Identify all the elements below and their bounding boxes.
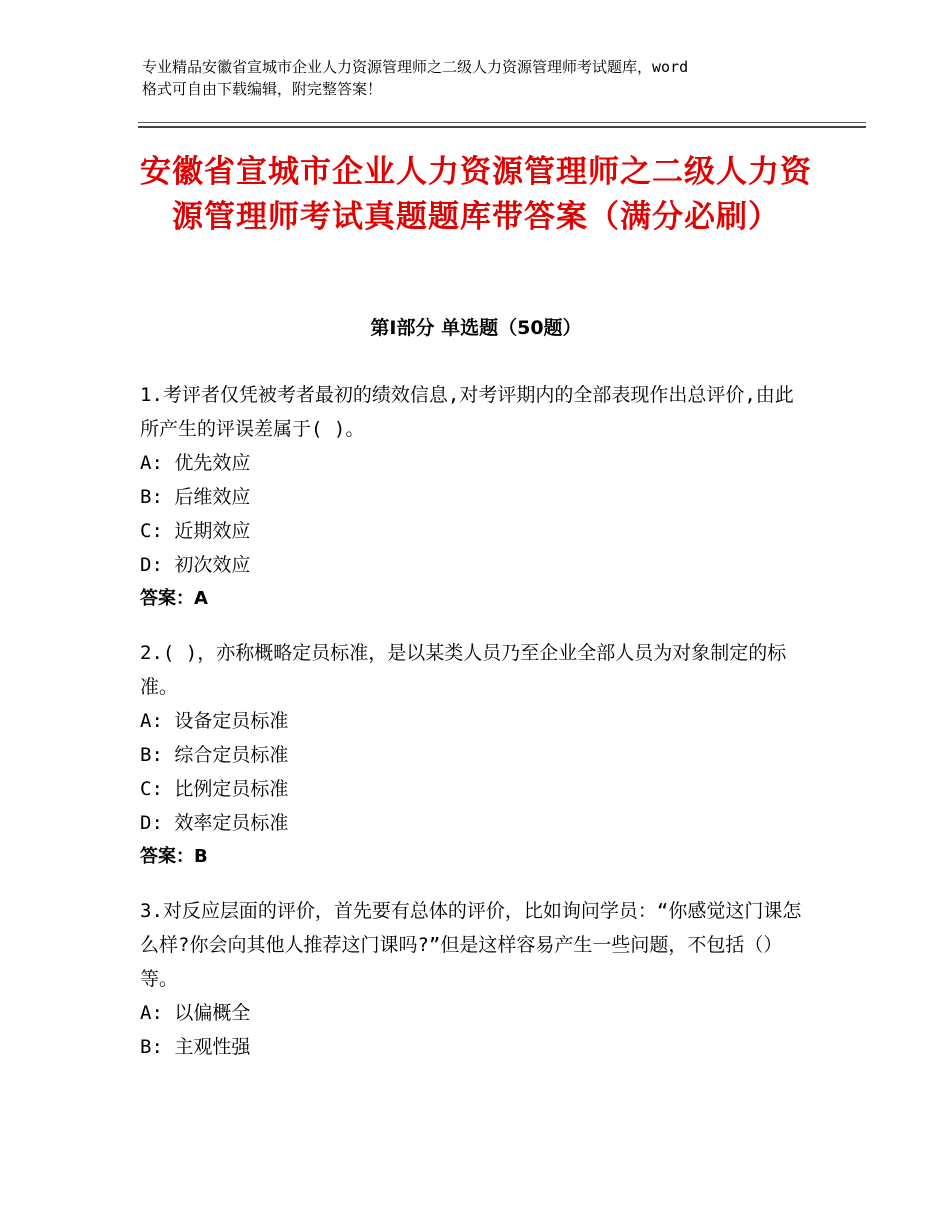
question-answer: 答案：A xyxy=(140,588,208,609)
question-option: C: 比例定员标准 xyxy=(140,778,289,800)
header-note-line-2: 格式可自由下载编辑，附完整答案！ xyxy=(142,80,383,98)
question-option: B: 综合定员标准 xyxy=(140,744,289,766)
header-divider-thick xyxy=(138,126,866,128)
question-option: C: 近期效应 xyxy=(140,520,251,542)
header-note xyxy=(142,56,822,100)
header-note-line-1: 专业精品安徽省宣城市企业人力资源管理师之二级人力资源管理师考试题库，word xyxy=(142,58,689,76)
question-option: A: 以偏概全 xyxy=(140,1002,251,1024)
question-option: A: 优先效应 xyxy=(140,452,251,474)
question-option: B: 后维效应 xyxy=(140,486,251,508)
question-option: D: 效率定员标准 xyxy=(140,812,289,834)
question-item-1 xyxy=(140,378,805,616)
document-title: 安徽省宣城市企业人力资源管理师之二级人力资源管理师考试真题题库带答案（满分必刷） xyxy=(140,154,812,235)
question-option: D: 初次效应 xyxy=(140,554,251,576)
question-item-2 xyxy=(140,636,805,874)
question-stem: 3.对反应层面的评价，首先要有总体的评价，比如询问学员：“你感觉这门课怎么样?你会向其他人推荐这门课吗?”但是这样容易产生一些问题，不包括（）等。 xyxy=(140,900,802,990)
section-title: 第Ⅰ部分 单选题（50题） xyxy=(370,317,582,339)
question-stem: 1.考评者仅凭被考者最初的绩效信息,对考评期内的全部表现作出总评价,由此所产生的评误差属于( )。 xyxy=(140,384,794,440)
header-divider-thin xyxy=(138,122,866,123)
question-item-3 xyxy=(140,894,805,1064)
question-option: B: 主观性强 xyxy=(140,1036,251,1058)
question-answer: 答案：B xyxy=(140,846,208,867)
question-list xyxy=(140,378,805,1084)
question-option: A: 设备定员标准 xyxy=(140,710,289,732)
question-stem: 2.( )，亦称概略定员标准，是以某类人员乃至企业全部人员为对象制定的标准。 xyxy=(140,642,787,698)
